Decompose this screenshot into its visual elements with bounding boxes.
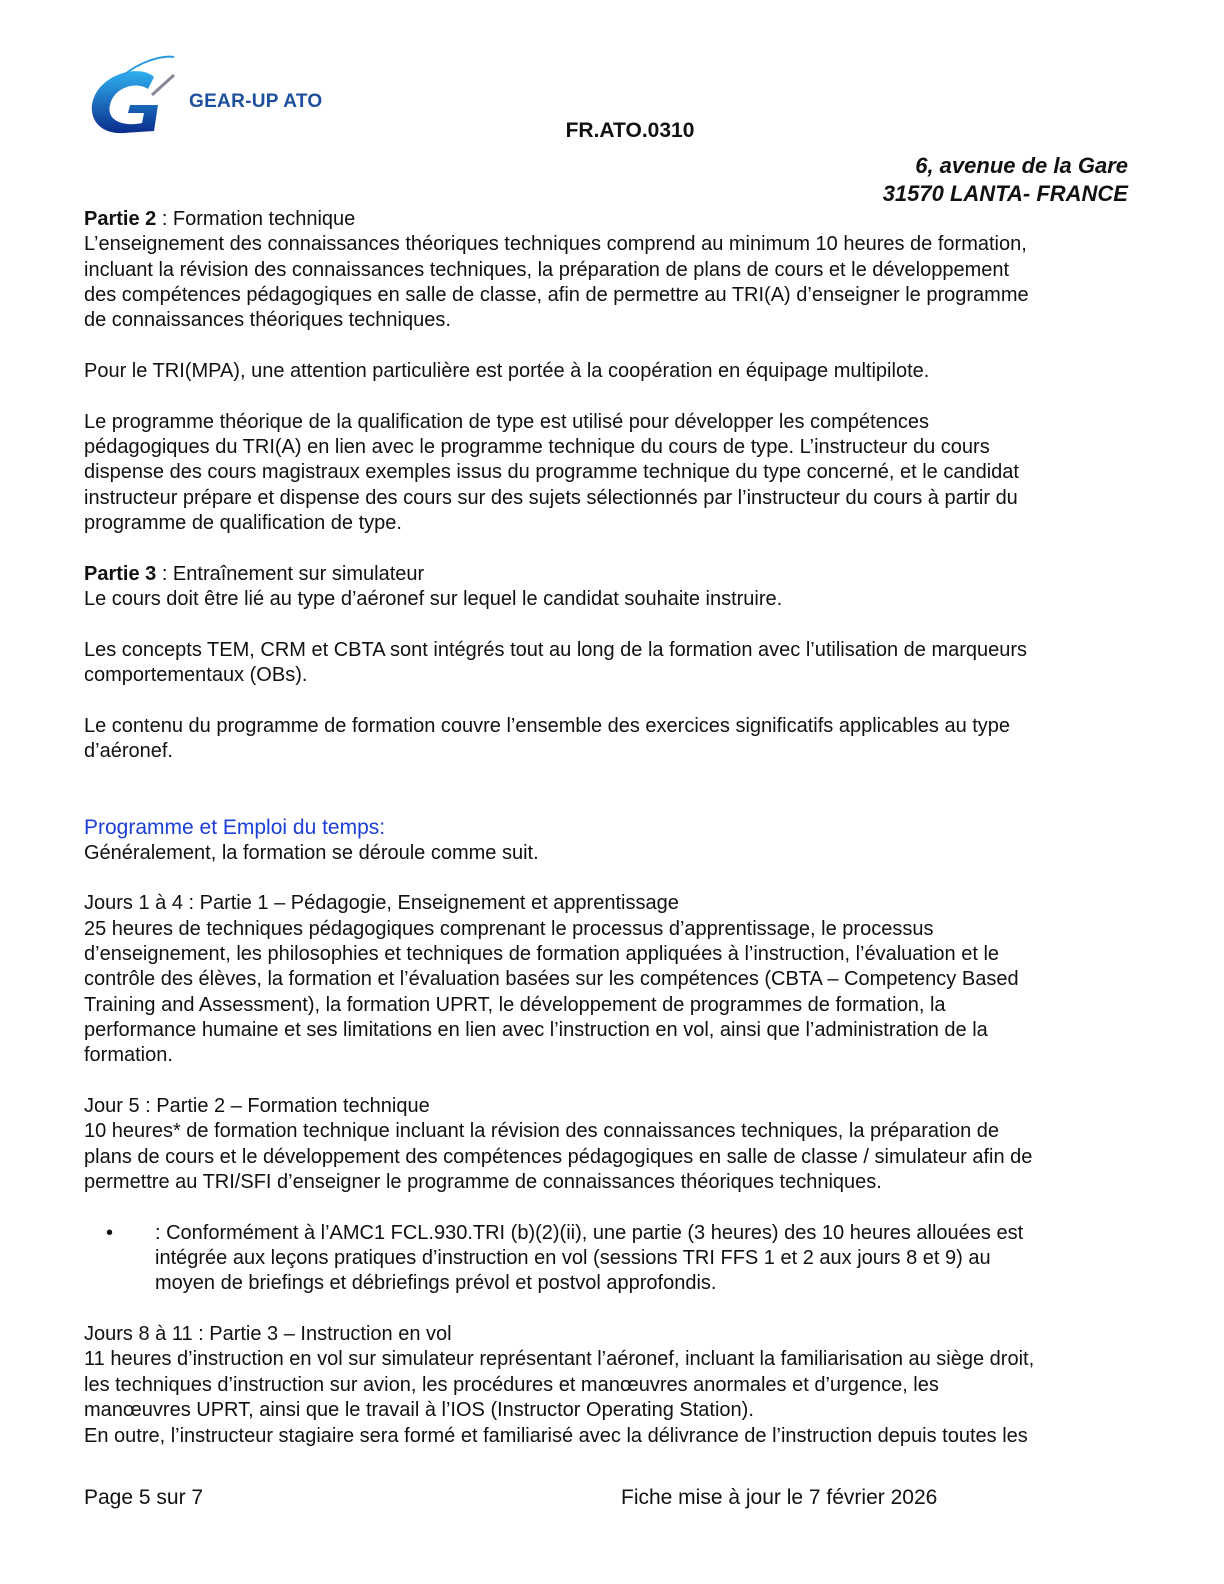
text-line: contrôle des élèves, la formation et l’évaluation basées sur les compétences (CBTA – Competency Based: [84, 968, 1019, 991]
page-number: Page 5 sur 7: [84, 1486, 204, 1509]
text-line: Training and Assessment), la formation UPRT, le développement de programmes de formation, la: [84, 993, 946, 1016]
text-line: Les concepts TEM, CRM et CBTA sont intégrés tout au long de la formation avec l’utilisation de marqueurs: [84, 638, 1028, 661]
text-line: 10 heures* de formation technique incluant la révision des connaissances techniques, la préparation de: [84, 1120, 1000, 1143]
text-line: formation.: [84, 1044, 173, 1067]
text-line: performance humaine et ses limitations en lien avec l’instruction en vol, ainsi que l’administration de la: [84, 1019, 988, 1041]
update-date: Fiche mise à jour le 7 février 2026: [621, 1486, 938, 1509]
text-line: En outre, l’instructeur stagiaire sera formé et familiarisé avec la délivrance de l’instruction depuis toutes les: [84, 1424, 1028, 1447]
text-line: intégrée aux leçons pratiques d’instruction en vol (sessions TRI FFS 1 et 2 aux jours 8 et 9) au: [155, 1247, 991, 1270]
text-line: manœuvres UPRT, ainsi que le travail à l’IOS (Instructor Operating Station).: [84, 1399, 754, 1422]
text-line: instructeur prépare et dispense des cours sur des sujets sélectionnés par l’instructeur du cours à partir du: [84, 486, 1018, 509]
address-line: 31570 LANTA- FRANCE: [882, 181, 1128, 206]
section-title: : Formation technique: [156, 208, 356, 230]
text-line: 25 heures de techniques pédagogiques comprenant le processus d’apprentissage, le processus: [84, 917, 934, 940]
text-line: dispense des cours magistraux exemples issus du programme technique du type concerné, et le candidat: [84, 461, 1019, 484]
document-body: [84, 207, 1144, 1449]
section-title: : Entraînement sur simulateur: [156, 562, 425, 585]
section-label: Partie 3: [84, 562, 157, 585]
text-line: incluant la révision des connaissances techniques, la préparation de plans de cours et le développement: [84, 258, 1010, 281]
text-line: permettre au TRI/SFI d’enseigner le programme de connaissances théoriques techniques.: [84, 1171, 882, 1194]
section-heading-partie-3: [84, 562, 1144, 587]
text-line: pédagogiques du TRI(A) en lien avec le programme technique du cours de type. L’instructeur du cours: [84, 436, 990, 459]
text-line: d’aéronef.: [84, 740, 173, 763]
text-line: moyen de briefings et débriefings prévol et postvol approfondis.: [155, 1272, 717, 1295]
address-line: 6, avenue de la Gare: [915, 153, 1128, 178]
address: [883, 152, 1128, 208]
section-label: Partie 2: [84, 208, 157, 230]
text-line: Le programme théorique de la qualification de type est utilisé pour développer les compétences: [84, 410, 929, 433]
bullet-icon: •: [106, 1221, 114, 1244]
text-line: des compétences pédagogiques en salle de classe, afin de permettre au TRI(A) d’enseigner le programme: [84, 284, 1029, 307]
text-line: comportementaux (OBs).: [84, 664, 308, 687]
text-line: plans de cours et le développement des compétences pédagogiques en salle de classe / simulateur afin de: [84, 1145, 1033, 1168]
section-heading-partie-2: [84, 207, 1144, 232]
bullet-item: [84, 1221, 1144, 1297]
text-line: 11 heures d’instruction en vol sur simulateur représentant l’aéronef, incluant la familiarisation au siège droit,: [84, 1348, 1035, 1371]
document-reference: FR.ATO.0310: [565, 119, 695, 142]
logo-text: GEAR-UP ATO: [189, 91, 323, 112]
day-heading: Jours 8 à 11 : Partie 3 – Instruction en vol: [84, 1323, 452, 1346]
text-line: : Conformément à l’AMC1 FCL.930.TRI (b)(2)(ii), une partie (3 heures) des 10 heures allouées est: [155, 1221, 1024, 1244]
text-line: les techniques d’instruction sur avion, les procédures et manœuvres anormales et d’urgence, les: [84, 1373, 939, 1396]
day-heading: Jours 1 à 4 : Partie 1 – Pédagogie, Enseignement et apprentissage: [84, 892, 679, 915]
text-line: L’enseignement des connaissances théoriques techniques comprend au minimum 10 heures de formation,: [84, 233, 1027, 256]
text-line: d’enseignement, les philosophies et techniques de formation appliquées à l’instruction, l’évaluation et le: [84, 942, 1000, 965]
programme-heading: Programme et Emploi du temps:: [84, 816, 386, 840]
text-line: programme de qualification de type.: [84, 512, 402, 535]
text-line: Le contenu du programme de formation couvre l’ensemble des exercices significatifs applicables au type: [84, 714, 1011, 737]
text-line: Pour le TRI(MPA), une attention particulière est portée à la coopération en équipage multipilote.: [84, 360, 930, 383]
text-line: Le cours doit être lié au type d’aéronef sur lequel le candidat souhaite instruire.: [84, 588, 783, 611]
day-heading: Jour 5 : Partie 2 – Formation technique: [84, 1095, 430, 1118]
text-line: Généralement, la formation se déroule comme suit.: [84, 841, 539, 864]
text-line: de connaissances théoriques techniques.: [84, 309, 451, 332]
